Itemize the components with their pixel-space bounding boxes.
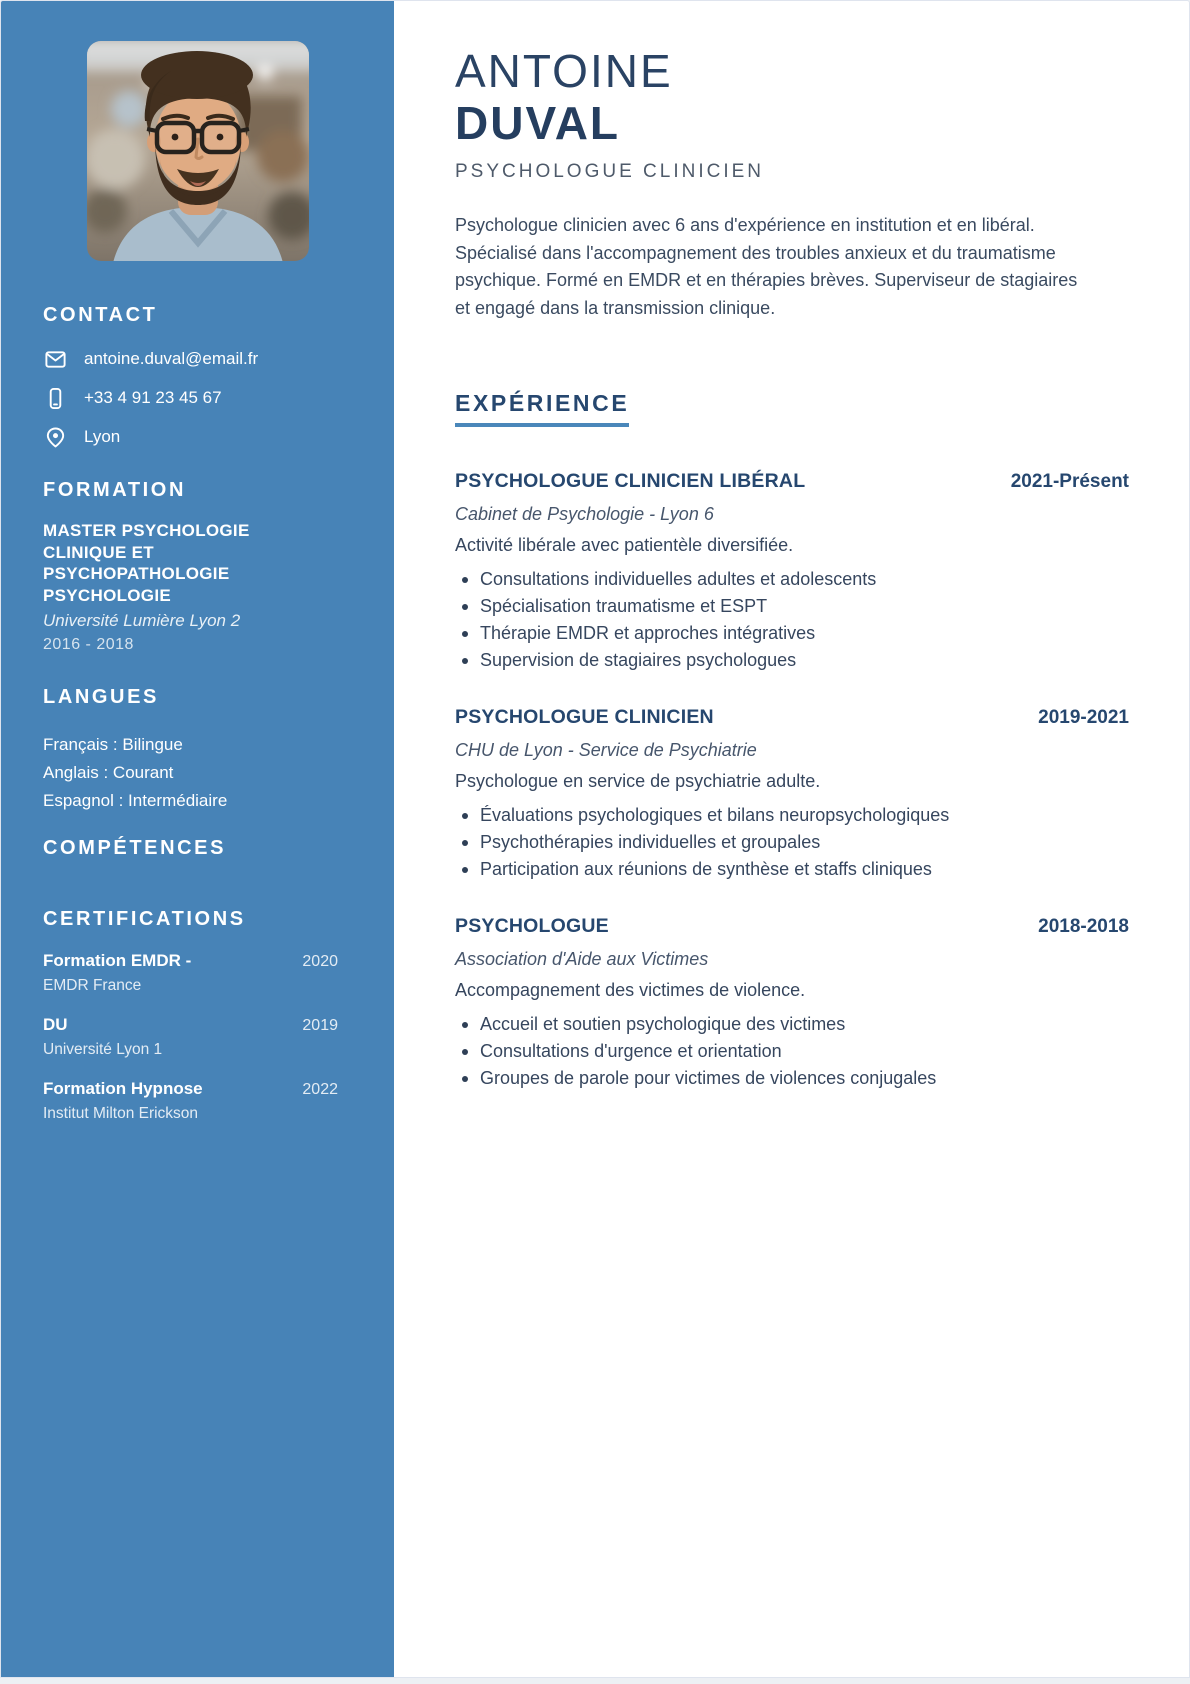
sidebar bbox=[1, 1, 394, 1677]
phone-icon bbox=[43, 386, 67, 410]
contact-item-email bbox=[43, 347, 352, 371]
experience-title: PSYCHOLOGUE CLINICIEN LIBÉRAL bbox=[455, 470, 806, 492]
experience-bullet: Accueil et soutien psychologique des victimes bbox=[455, 1011, 1129, 1038]
experience-bullet: Groupes de parole pour victimes de violences conjugales bbox=[455, 1065, 1129, 1092]
experience-dates: 2018-2018 bbox=[1038, 916, 1129, 937]
experience-list bbox=[455, 470, 1129, 1092]
experience-bullets bbox=[455, 802, 1129, 883]
profile-photo bbox=[87, 41, 309, 261]
experience-bullet: Consultations individuelles adultes et adolescents bbox=[455, 566, 1129, 593]
certification-year: 2020 bbox=[302, 953, 338, 970]
langue-item: Espagnol : Intermédiaire bbox=[43, 791, 228, 810]
experience-bullet: Supervision de stagiaires psychologues bbox=[455, 647, 1129, 674]
experience-bullet: Consultations d'urgence et orientation bbox=[455, 1038, 1129, 1065]
experience-bullet: Évaluations psychologiques et bilans neuropsychologiques bbox=[455, 802, 1129, 829]
contact-email-text: antoine.duval@email.fr bbox=[84, 349, 259, 368]
certifications-list bbox=[43, 951, 352, 1123]
certification-item bbox=[43, 1015, 352, 1059]
langues-list bbox=[43, 731, 352, 815]
job-title: PSYCHOLOGUE CLINICIEN bbox=[455, 161, 764, 182]
formation-school: Université Lumière Lyon 2 bbox=[43, 611, 241, 630]
langue-item: Français : Bilingue bbox=[43, 735, 183, 754]
experience-company: Cabinet de Psychologie - Lyon 6 bbox=[455, 504, 714, 524]
experience-entry-head bbox=[455, 915, 1129, 938]
experience-description: Accompagnement des victimes de violence. bbox=[455, 980, 806, 1000]
first-name: ANTOINE bbox=[455, 45, 673, 97]
certifications-heading: CERTIFICATIONS bbox=[43, 908, 246, 930]
experience-entry bbox=[455, 915, 1129, 1092]
contact-heading: CONTACT bbox=[43, 304, 158, 326]
certification-item bbox=[43, 951, 352, 995]
certification-org: Université Lyon 1 bbox=[43, 1041, 163, 1058]
competences-heading: COMPÉTENCES bbox=[43, 837, 227, 859]
formation-dates: 2016 - 2018 bbox=[43, 636, 134, 653]
experience-entry-head bbox=[455, 706, 1129, 729]
experience-company: Association d'Aide aux Victimes bbox=[455, 949, 709, 969]
experience-entry-head bbox=[455, 470, 1129, 493]
certification-head bbox=[43, 1079, 352, 1099]
experience-heading: EXPÉRIENCE bbox=[455, 390, 629, 427]
portrait-illustration bbox=[87, 41, 309, 261]
experience-bullets bbox=[455, 566, 1129, 674]
experience-bullet: Thérapie EMDR et approches intégratives bbox=[455, 620, 1129, 647]
certification-name: Formation Hypnose bbox=[43, 1079, 203, 1098]
experience-entry bbox=[455, 706, 1129, 883]
certification-org: EMDR France bbox=[43, 977, 142, 994]
certification-item bbox=[43, 1079, 352, 1123]
experience-dates: 2021-Présent bbox=[1010, 471, 1129, 492]
contact-location-text: Lyon bbox=[84, 427, 121, 446]
langue-item: Anglais : Courant bbox=[43, 763, 174, 782]
location-icon bbox=[43, 425, 67, 449]
contact-item-location bbox=[43, 425, 352, 449]
certification-head bbox=[43, 951, 352, 971]
experience-bullet: Psychothérapies individuelles et groupales bbox=[455, 829, 1129, 856]
experience-description: Activité libérale avec patientèle diversifiée. bbox=[455, 535, 794, 555]
langues-heading: LANGUES bbox=[43, 686, 159, 708]
formation-degree: MASTER PSYCHOLOGIE CLINIQUE ET PSYCHOPATHOLOGIE PSYCHOLOGIE bbox=[43, 521, 250, 605]
experience-entry bbox=[455, 470, 1129, 674]
experience-company: CHU de Lyon - Service de Psychiatrie bbox=[455, 740, 757, 760]
certification-year: 2022 bbox=[302, 1081, 338, 1098]
experience-title: PSYCHOLOGUE CLINICIEN bbox=[455, 706, 714, 728]
certification-head bbox=[43, 1015, 352, 1035]
experience-title: PSYCHOLOGUE bbox=[455, 915, 609, 937]
main-content bbox=[394, 1, 1189, 1677]
certification-name: Formation EMDR - bbox=[43, 951, 192, 970]
contact-item-phone bbox=[43, 386, 352, 410]
certification-year: 2019 bbox=[302, 1017, 338, 1034]
contact-phone-text: +33 4 91 23 45 67 bbox=[84, 388, 222, 407]
profile-summary: Psychologue clinicien avec 6 ans d'expérience en institution et en libéral. Spécialisé dans l'accompagnement des troubles anxieux et du traumatisme psychique. Formé en EMDR et en thérapies brèves. Superviseur de stagiaires et engagé dans la transmission clinique. bbox=[455, 215, 1078, 318]
experience-bullets bbox=[455, 1011, 1129, 1092]
last-name: DUVAL bbox=[455, 97, 621, 149]
certification-name: DU bbox=[43, 1015, 68, 1034]
certification-org: Institut Milton Erickson bbox=[43, 1105, 199, 1122]
experience-dates: 2019-2021 bbox=[1038, 707, 1129, 728]
mail-icon bbox=[43, 347, 67, 371]
experience-description: Psychologue en service de psychiatrie adulte. bbox=[455, 771, 821, 791]
experience-bullet: Participation aux réunions de synthèse et staffs cliniques bbox=[455, 856, 1129, 883]
experience-bullet: Spécialisation traumatisme et ESPT bbox=[455, 593, 1129, 620]
formation-heading: FORMATION bbox=[43, 479, 187, 501]
contact-list bbox=[43, 347, 352, 449]
